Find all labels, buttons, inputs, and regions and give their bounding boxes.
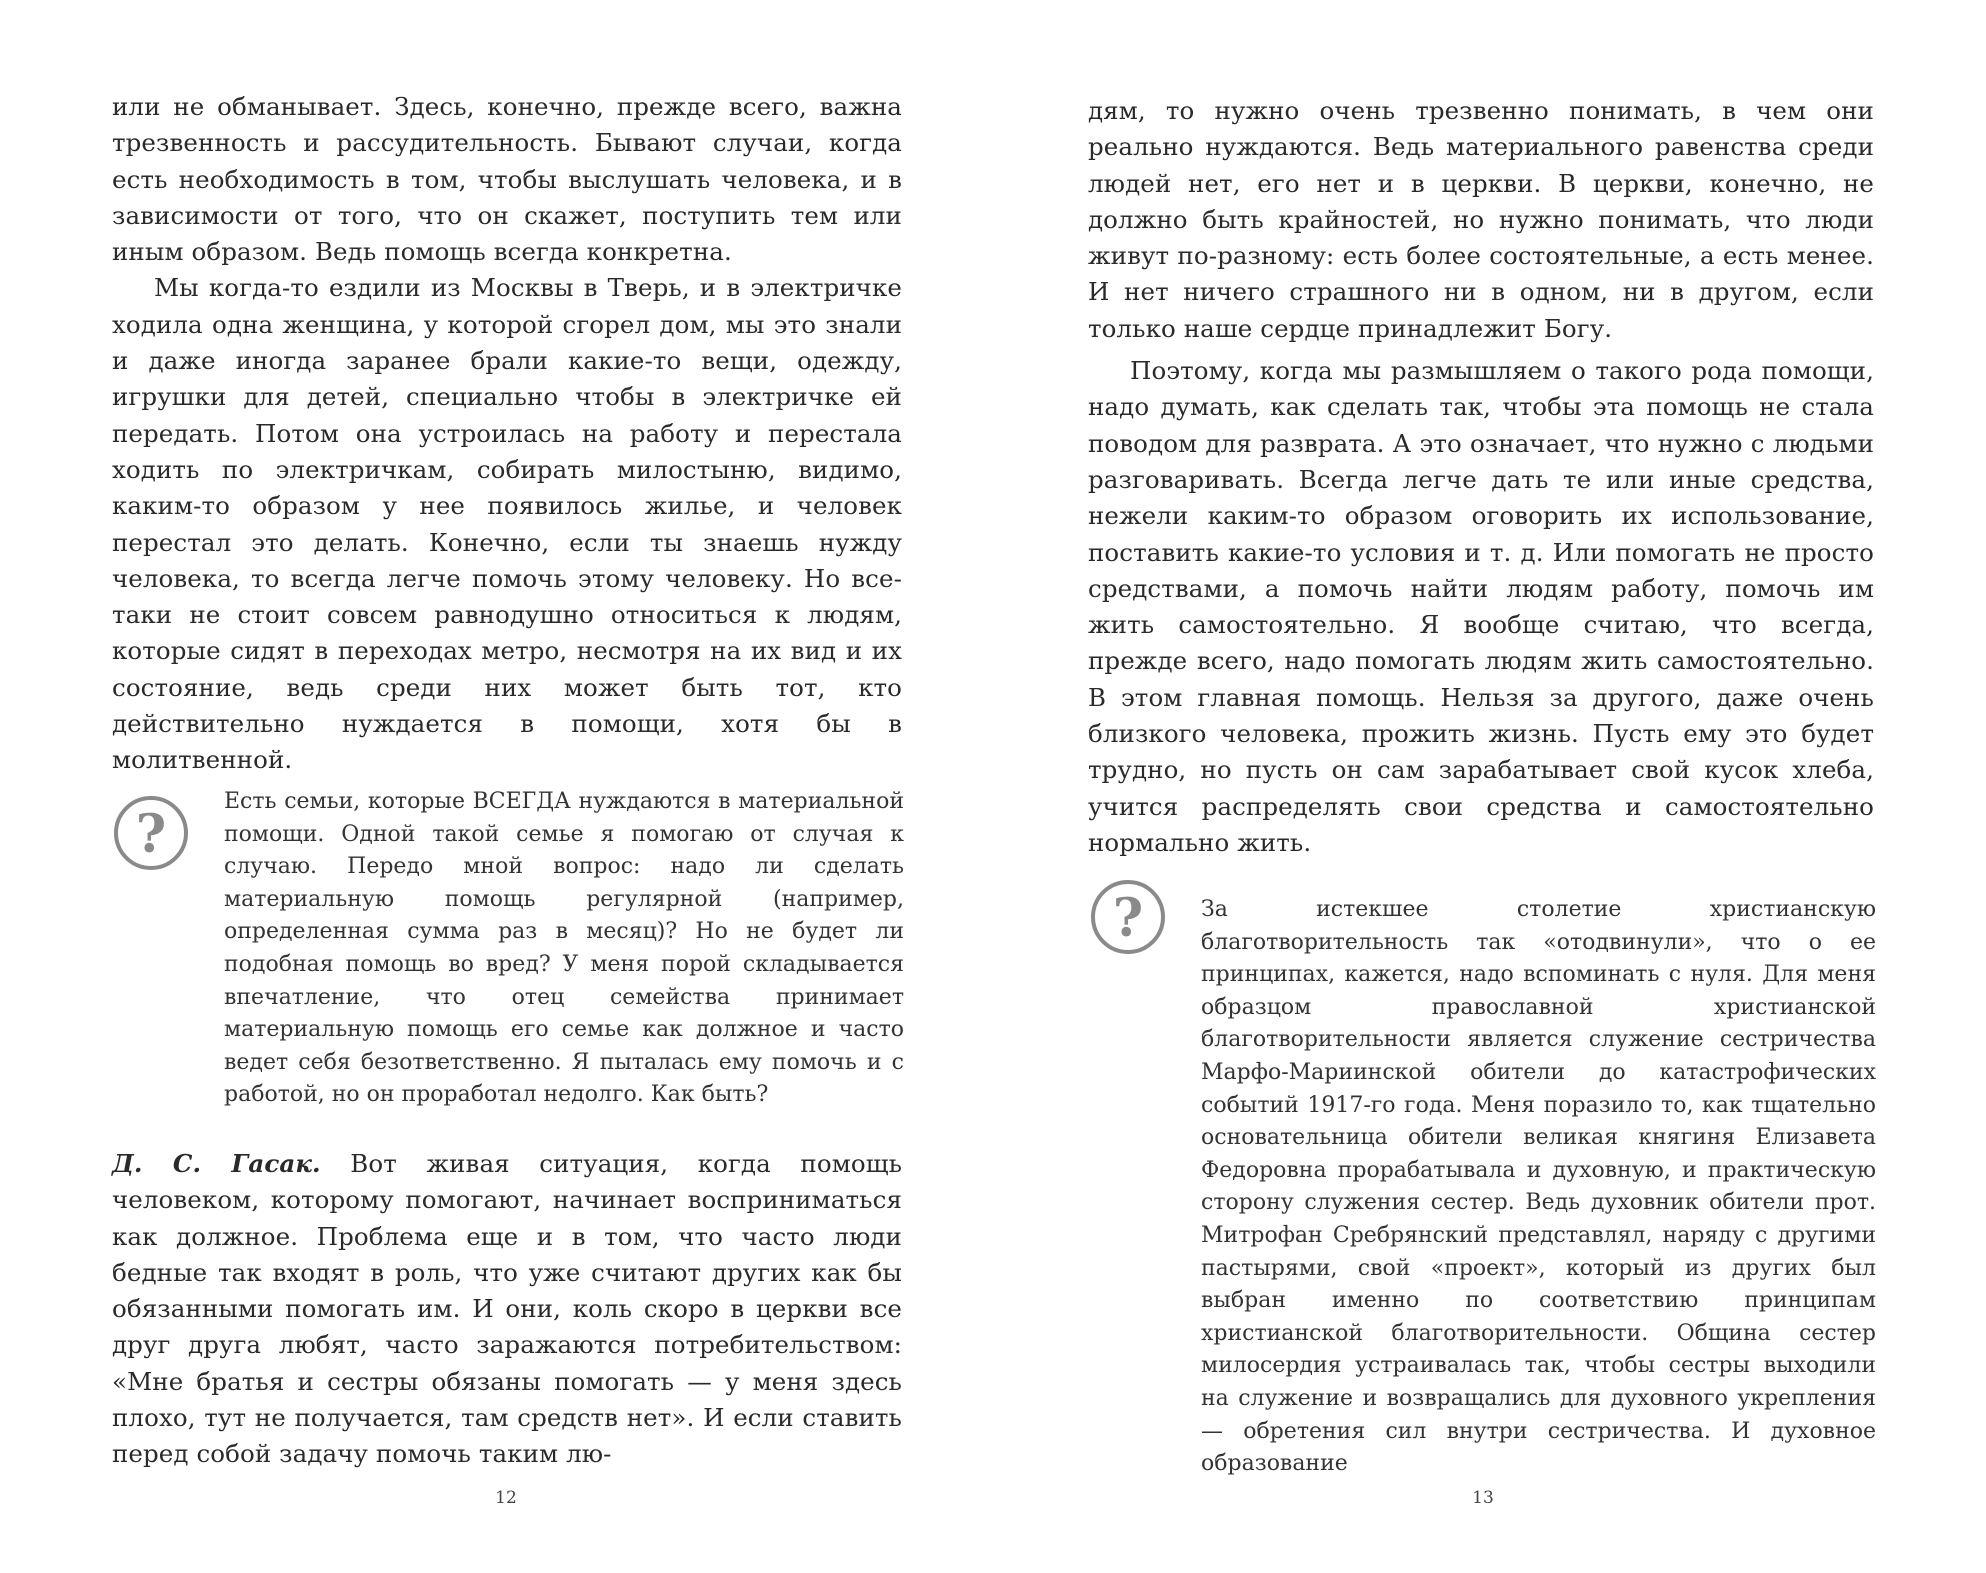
question-text: За истекшее столетие христианскую благотворительность так «отодвинули», что о ее принципах, кажется, надо вспоминать с нуля. Для меня образцом православной христианской благотворительности является служение сестричества Марфо-Мариинской обители до катастрофических событий 1917-го года. Меня поразило то, как тщательно основательница обители великая княгиня Елизавета Федоровна прорабатывала и духовную, и практическую сторону служения сестер. Ведь духовник обители прот. Митрофан Сребрянский представлял, наряду с другими пастырями, свой «проект», который из других был выбран именно по соответствию принципам христианской благотворительности. Община сестер милосердия устраивалась так, чтобы сестры выходили на служение и возвращались для духовного укрепления — обретения сил внутри сестричества. И духовное образование xyxy=(1201,897,1876,1477)
paragraph: Поэтому, когда мы размышляем о такого рода помощи, надо думать, как сделать так, чтобы эта помощь не стала поводом для разврата. А это означает, что нужно с людьми разговаривать. Всегда легче дать те или иные средства, нежели каким-то образом оговорить их использование, поставить какие-то условия и т. д. Или помогать не просто средствами, а помочь найти людям работу, помочь им жить самостоятельно. Я вообще считаю, что всегда, прежде всего, надо помогать людям жить самостоятельно. В этом главная помощь. Нельзя за другого, даже очень близкого человека, прожить жизнь. Пусть ему это будет трудно, но пусть он сам зарабатывает свой кусок хлеба, учится распределять свои средства и самостоятельно нормально жить. xyxy=(1088,356,1874,857)
question-mark-icon: ? xyxy=(114,796,188,870)
right-page xyxy=(993,0,1986,1573)
reader-question xyxy=(1091,880,1876,1480)
page-number: 13 xyxy=(1472,1488,1494,1508)
page-number: 12 xyxy=(495,1488,517,1508)
speaker-name: Д. С. Гасак. xyxy=(112,1149,321,1178)
paragraph: Мы когда-то ездили из Москвы в Тверь, и в электричке ходила одна женщина, у которой сгорел дом, мы это знали и даже иногда заранее брали какие-то вещи, одежду, игрушки для детей, специально чтобы в электричке ей передать. Потом она устроилась на работу и перестала ходить по электричкам, собирать милостыню, видимо, каким-то образом у нее появилось жилье, и человек перестал это делать. Конечно, если ты знаешь нужду человека, то всегда легче помочь этому человеку. Но все-таки не стоит совсем равнодушно относиться к людям, которые сидят в переходах метро, несмотря на их вид и их состояние, ведь среди них может быть тот, кто действительно нуждается в помощи, хотя бы в молитвенной. xyxy=(112,273,902,775)
paragraph: дям, то нужно очень трезвенно понимать, в чем они реально нуждаются. Ведь материального равенства среди людей нет, его нет и в церкви. В церкви, конечно, не должно быть крайностей, но нужно понимать, что люди живут по-разному: есть более состоятельные, а есть менее. И нет ничего страшного ни в одном, ни в другом, если только наше сердце принадлежит Богу. xyxy=(1088,96,1874,343)
question-mark-icon: ? xyxy=(1091,880,1165,954)
answer-text xyxy=(112,1146,902,1473)
right-main-text xyxy=(1088,93,1874,861)
reader-question xyxy=(114,786,904,1108)
left-main-text xyxy=(112,89,902,779)
answer-body: Вот живая ситуация, когда помощь человеком, которому помогают, начинает восприниматься как должное. Проблема еще и в том, что часто люди бедные так входят в роль, что уже считают других как бы обязанными помогать им. И они, коль скоро в церкви все друг друга любят, часто заражаются потребительством: «Мне братья и сестры обязаны помогать — у меня здесь плохо, тут не получается, там средств нет». И если ставить перед собой задачу помочь таким лю- xyxy=(112,1149,903,1469)
question-text: Есть семьи, которые ВСЕГДА нуждаются в материальной помощи. Одной такой семье я помогаю от случая к случаю. Передо мной вопрос: надо ли сделать материальную помощь регулярной (например, определенная сумма раз в месяц)? Но не будет ли подобная помощь во вред? У меня порой складывается впечатление, что отец семейства принимает материальную помощь его семье как должное и часто ведет себя безответственно. Я пыталась ему помочь и с работой, но он проработал недолго. Как быть? xyxy=(224,789,904,1108)
paragraph: или не обманывает. Здесь, конечно, прежде всего, важна трезвенность и рассудительность. Бывают случаи, когда есть необходимость в том, чтобы выслушать человека, и в зависимости от того, что он скажет, поступить тем или иным образом. Ведь помощь всегда конкретна. xyxy=(112,92,902,267)
